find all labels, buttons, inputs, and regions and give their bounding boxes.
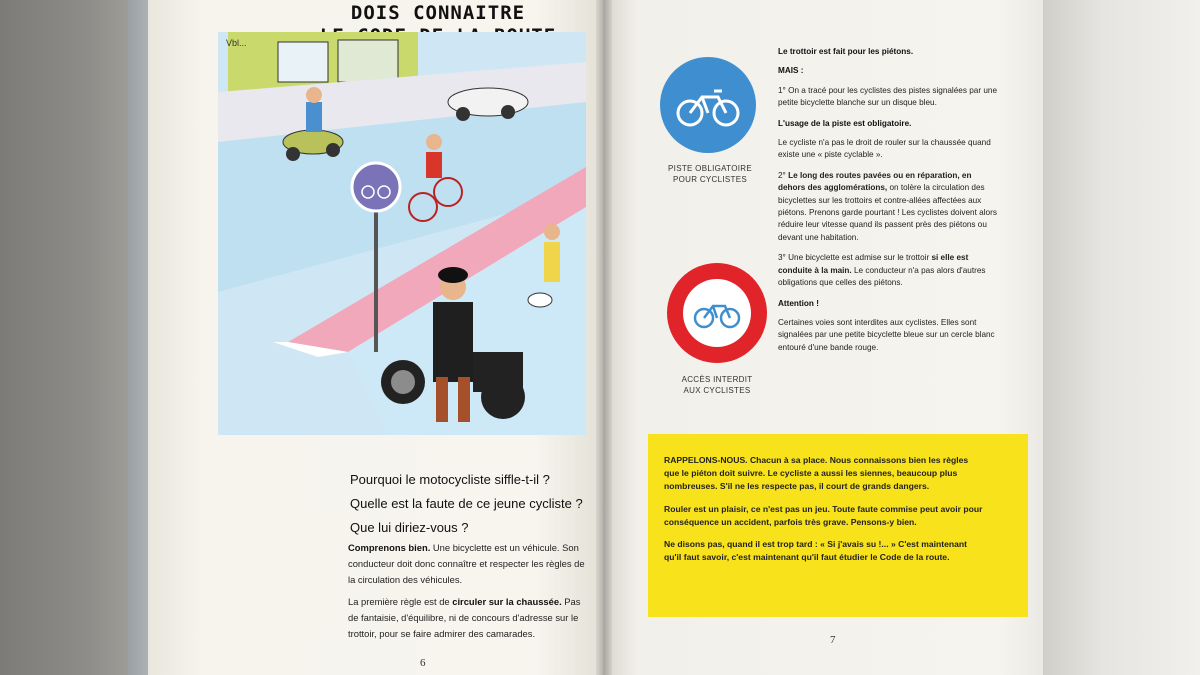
heading-usage-piste: L'usage de la piste est obligatoire. [778,118,912,128]
paragraph-1-text: Une bicyclette est un véhicule. Son conducteur doit donc connaître et respecter les règles de la circulation des véhicules. [348,542,585,585]
sign-1-caption-line-1: PISTE OBLIGATOIRE [668,164,752,173]
paragraph-premiere-regle [348,594,586,642]
question-2: Quelle est la faute de ce jeune cycliste ? [350,496,583,511]
fabric-background-right [1040,0,1200,675]
reminder-paragraph-1: RAPPELONS-NOUS. Chacun à sa place. Nous connaissons bien les règles que le piéton doit suivre. Le cycliste a aussi les siennes, beaucoup plus nombreuses. S'il ne les respecte pas, il court de grands dangers. [664,455,969,492]
paragraph-2-end: Pas de fantaisie, d'équilibre, ni de concours d'adresse sur le trottoir, pour se faire admirer des camarades. [348,596,581,639]
left-page-body [348,540,586,648]
reminder-box-text [664,454,984,573]
item-3-end: Le conducteur n'a pas alors d'autres obligations que celles des piétons. [778,265,986,288]
artist-signature: Vbl... [226,38,247,48]
item-2-start: 2° [778,170,789,180]
sign-1-caption-line-2: POUR CYCLISTES [673,175,747,184]
heading-mais: MAIS : [778,66,804,76]
sign-2-caption-line-1: ACCÈS INTERDIT [681,375,753,384]
sign-1-caption [655,163,765,185]
no-cycling-sign-icon [665,261,769,365]
questions-block [350,468,583,540]
heading-attention: Attention ! [778,298,819,308]
book-gutter [596,0,612,675]
reminder-paragraph-3: Ne disons pas, quand il est trop tard : « Si j'avais su !... » C'est maintenant qu'il faut savoir, c'est maintenant qu'il faut étudier le Code de la route. [664,539,968,563]
item-2-end: on tolère la circulation des bicyclettes sur les trottoirs et contre-allées affectées aux piétons. Prenons garde pourtant ! Les cyclistes doivent alors réduire leur vitesse quand ils passent près des piétons ou devant une habitation. [778,183,997,242]
question-3: Que lui diriez-vous ? [350,520,469,535]
item-4: Certaines voies sont interdites aux cyclistes. Elles sont signalées par une petite bicyclette bleue sur un cercle blanc entouré d'une bande rouge. [778,317,995,352]
item-1b: Le cycliste n'a pas le droit de rouler sur la chaussée quand existe une « piste cyclable ». [778,138,991,160]
item-2-bold: Le long des routes pavées ou en réparation, en dehors des agglomérations, [778,170,972,193]
paragraph-2-bold: circuler sur la chaussée. [452,596,562,607]
paragraph-1-bold: Comprenons bien. [348,542,431,553]
heading-trottoir: Le trottoir est fait pour les piétons. [778,47,914,56]
reminder-paragraph-2: Rouler est un plaisir, ce n'est pas un jeu. Toute faute commise peut avoir pour conséquence un accident, parfois très grave. Pensons-y bien. [664,503,983,527]
sign-2-caption [662,374,772,396]
paragraph-2-start: La première règle est de [348,596,453,607]
street-illustration [218,32,586,435]
item-2 [778,170,1000,244]
item-3-bold: si elle est conduite à la main. [778,253,969,275]
question-1: Pourquoi le motocycliste siffle-t-il ? [350,472,550,487]
item-3 [778,252,1000,289]
page-number-left: 6 [420,657,426,669]
page-number-right: 7 [830,634,836,646]
item-3-start: 3° Une bicyclette est admise sur le trottoir [778,253,932,263]
item-1: 1° On a tracé pour les cyclistes des pistes signalées par une petite bicyclette blanche sur un disque bleu. [778,85,997,108]
right-page-body [778,46,1000,362]
title-line-1: DOIS CONNAITRE [350,2,526,24]
sign-2-caption-line-2: AUX CYCLISTES [683,386,751,395]
cycle-path-sign-icon [658,55,758,155]
paragraph-comprenons [348,540,586,588]
